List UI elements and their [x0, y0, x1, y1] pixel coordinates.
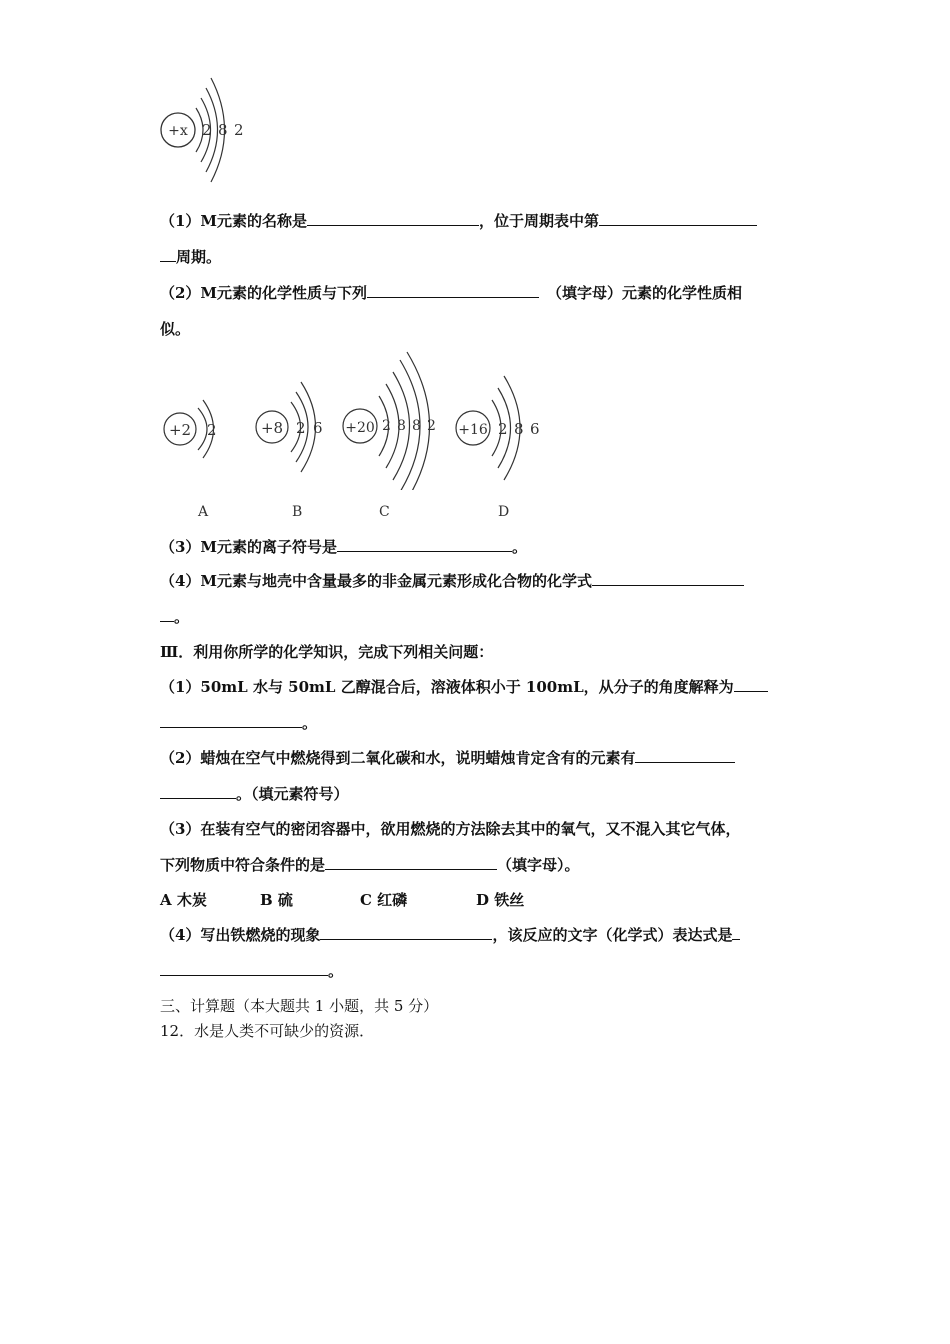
option-c-nucleus: +20 — [345, 420, 375, 436]
option-d-diagram — [456, 376, 540, 480]
m-shell-3: 2 — [234, 121, 244, 139]
option-a-label: A — [198, 504, 209, 520]
q4-blank[interactable] — [592, 571, 744, 586]
q1-period-blank-cont[interactable] — [160, 247, 176, 262]
option-a-shell-1: 2 — [207, 421, 217, 439]
s3q3-blank[interactable] — [325, 855, 497, 870]
option-diagrams — [158, 350, 558, 490]
q1-period-blank[interactable] — [599, 211, 757, 226]
q4-line: （4）M元素与地壳中含量最多的非金属元素形成化合物的化学式 — [160, 571, 744, 591]
s3q1-blank[interactable] — [734, 677, 768, 692]
s3q4-line: （4）写出铁燃烧的现象 ，该反应的文字（化学式）表达式是 — [160, 925, 740, 945]
s3q1-line: （1）50mL 水与 50mL 乙醇混合后，溶液体积小于 100mL，从分子的角度解释为 — [160, 677, 768, 697]
option-b-shell-1: 2 — [296, 419, 306, 437]
s3q3-option-c: C 红磷 — [360, 891, 408, 909]
option-c-shell-3: 8 — [412, 418, 421, 434]
s3q4-equation-blank[interactable] — [732, 925, 740, 940]
calc-q12: 12．水是人类不可缺少的资源． — [160, 1022, 375, 1040]
q3-blank[interactable] — [337, 537, 512, 552]
q1-name-blank[interactable] — [307, 211, 479, 226]
s3q1-blank-cont[interactable] — [160, 713, 302, 728]
option-d-shell-2: 8 — [514, 420, 524, 438]
q1-line: （1）M元素的名称是 ，位于周期表中第 — [160, 211, 757, 231]
s3q1-line-2: 。 — [160, 713, 317, 733]
option-c-label: C — [379, 504, 390, 520]
option-b-shell-2: 6 — [313, 419, 323, 437]
s3q3-line: （3）在装有空气的密闭容器中，欲用燃烧的方法除去其中的氧气，又不混入其它气体， — [160, 820, 741, 838]
option-b-diagram — [256, 382, 323, 472]
q2-line-2: 似。 — [160, 320, 191, 338]
q4-line-2: 。 — [160, 607, 189, 627]
calc-heading: 三、计算题（本大题共 1 小题，共 5 分） — [160, 997, 439, 1015]
q3-line: （3）M元素的离子符号是 。 — [160, 538, 528, 556]
s3q3-options — [160, 890, 524, 910]
q4-blank-cont[interactable] — [160, 607, 174, 622]
option-d-nucleus: +16 — [458, 422, 488, 438]
s3q4-equation-blank-cont[interactable] — [160, 961, 328, 976]
s3q2-line: （2）蜡烛在空气中燃烧得到二氧化碳和水，说明蜡烛肯定含有的元素有 — [160, 748, 735, 768]
m-atom-diagram — [158, 70, 258, 185]
option-b-nucleus: +8 — [260, 419, 284, 437]
q1-line-2: 周期。 — [160, 247, 221, 267]
m-nucleus-label: +x — [168, 123, 188, 139]
s3q2-line-2: 。（填元素符号） — [160, 784, 349, 804]
s3q2-blank-cont[interactable] — [160, 784, 236, 799]
m-shell-1: 2 — [202, 121, 212, 139]
s3q3-line-2: 下列物质中符合条件的是 （填字母）。 — [160, 856, 580, 874]
option-c-diagram — [343, 352, 436, 490]
s3q4-phenomenon-blank[interactable] — [320, 925, 492, 940]
option-b-label: B — [292, 504, 303, 520]
option-c-shell-4: 2 — [427, 418, 436, 434]
option-c-shell-1: 2 — [382, 418, 391, 434]
option-c-shell-2: 8 — [397, 418, 406, 434]
option-d-shell-1: 2 — [498, 420, 508, 438]
s3q3-option-d: D 铁丝 — [476, 891, 525, 909]
option-a-diagram — [164, 400, 217, 458]
section3-title: Ⅲ．利用你所学的化学知识，完成下列相关问题： — [160, 643, 494, 661]
option-d-label: D — [498, 504, 510, 520]
q2-line: （2）M元素的化学性质与下列 （填字母）元素的化学性质相 — [160, 284, 743, 302]
m-shell-2: 8 — [218, 121, 228, 139]
q2-blank[interactable] — [367, 283, 539, 298]
s3q4-line-2: 。 — [160, 961, 343, 981]
option-a-nucleus: +2 — [168, 421, 192, 439]
option-d-shell-3: 6 — [530, 420, 540, 438]
s3q3-option-b: B 硫 — [260, 891, 293, 909]
s3q2-blank[interactable] — [635, 748, 735, 763]
s3q3-option-a: A 木炭 — [160, 891, 207, 909]
